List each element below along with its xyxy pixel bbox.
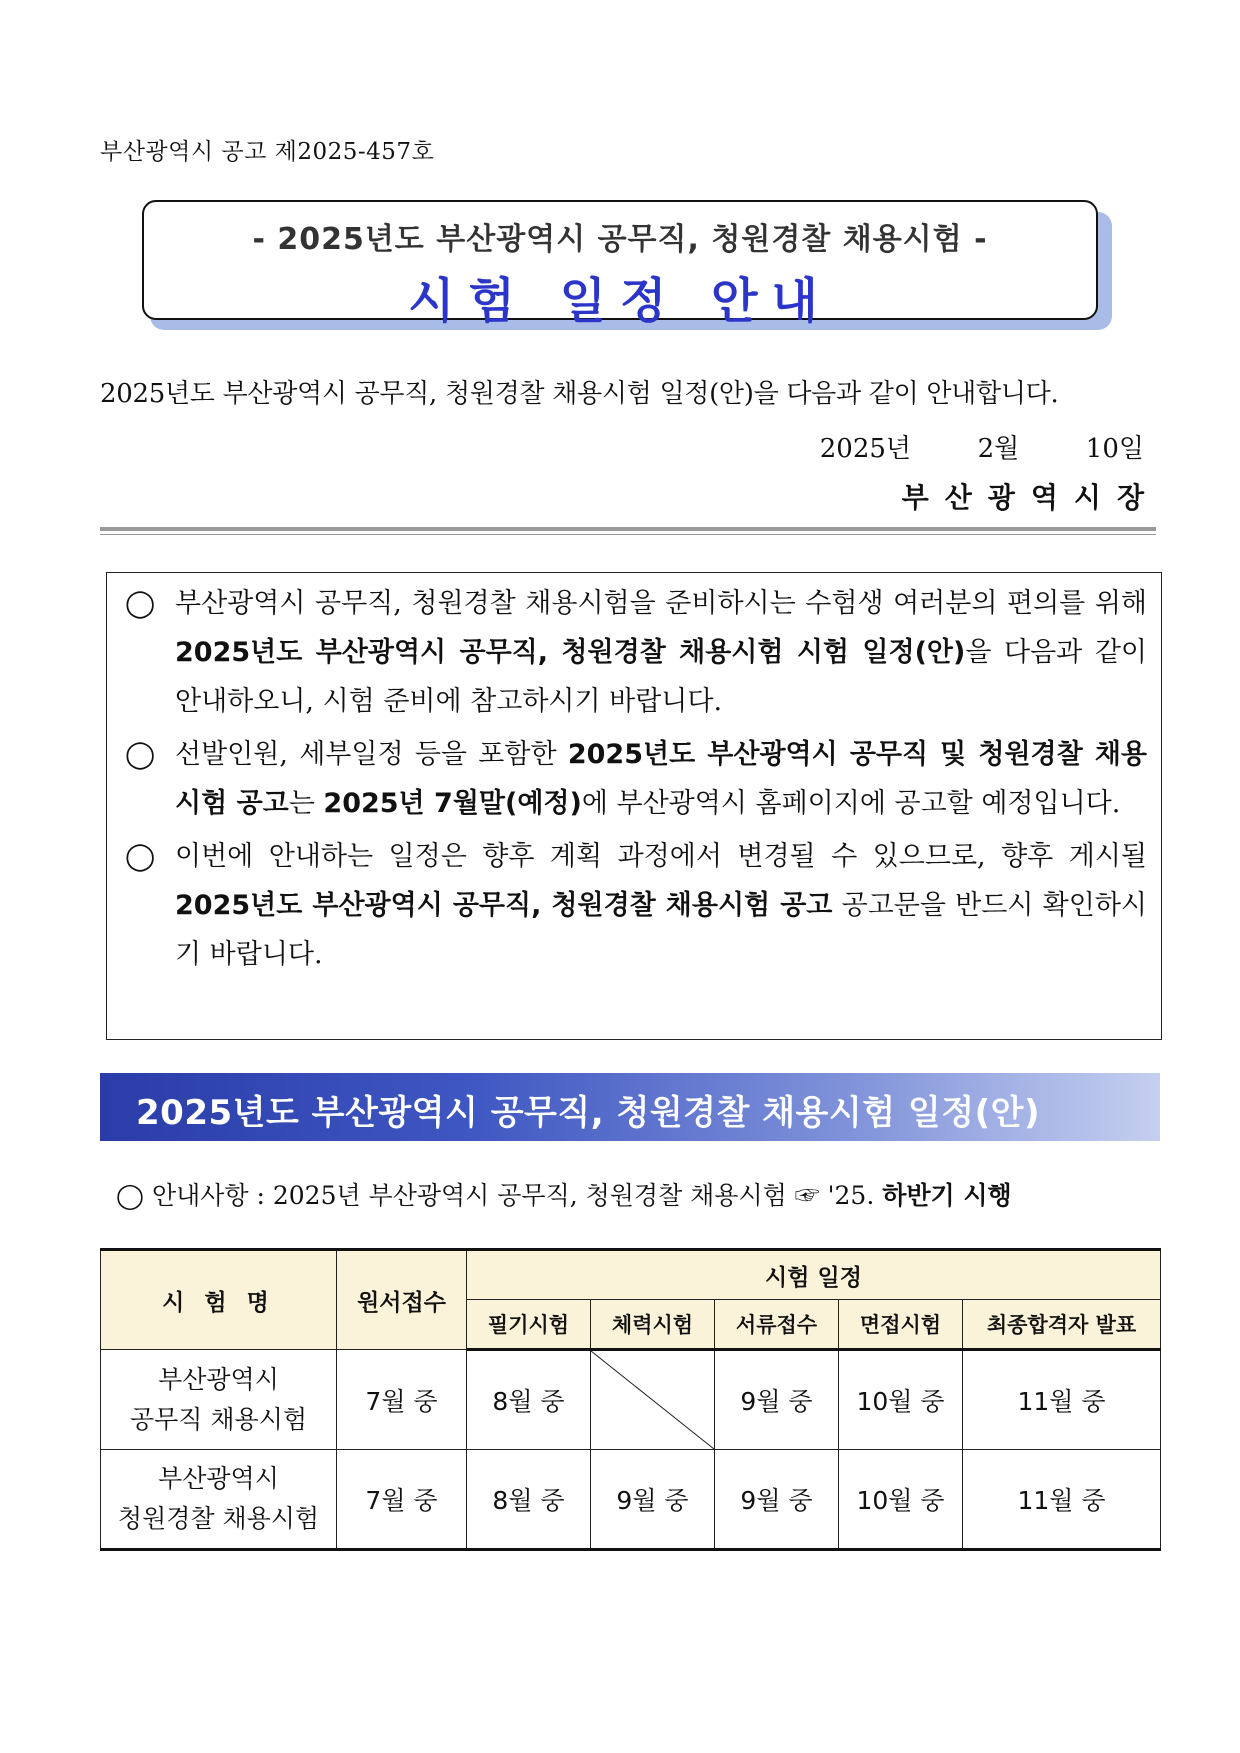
documents-cell: 9월 중 <box>715 1450 839 1550</box>
date-day: 10일 <box>1085 434 1144 464</box>
bullet-item <box>121 730 1147 828</box>
section-header <box>100 1073 1160 1141</box>
notice-date <box>820 428 1144 465</box>
exam-name-line: 부산광역시 <box>158 1364 279 1394</box>
circle-bullet-icon: ◯ <box>116 1181 144 1210</box>
title-main: 시험 일정 안내 <box>408 273 832 329</box>
circle-bullet-icon: ◯ <box>125 588 156 619</box>
circle-bullet-icon: ◯ <box>125 841 156 872</box>
header-physical-exam: 체력시험 <box>591 1300 715 1350</box>
bullet-item <box>121 579 1147 726</box>
date-year: 2025년 <box>819 434 912 464</box>
exam-name-line: 청원경찰 채용시험 <box>117 1504 320 1533</box>
title-box <box>142 200 1098 329</box>
bullet-bold-text: 2025년 7월말(예정) <box>323 788 582 819</box>
bullet-bold-text: 2025년도 부산광역시 공무직, 청원경찰 채용시험 시험 일정(안) <box>175 637 966 668</box>
bullet-text: 선발인원, 세부일정 등을 포함한 <box>175 739 568 770</box>
table-row <box>101 1350 1161 1450</box>
notice-number: 부산광역시 공고 제2025-457호 <box>100 139 435 165</box>
header-document-submission: 서류접수 <box>715 1300 839 1350</box>
header-exam-schedule: 시험 일정 <box>467 1250 1161 1300</box>
section-title: 2025년도 부산광역시 공무직, 청원경찰 채용시험 일정(안) <box>136 1093 1041 1133</box>
final-cell: 11월 중 <box>963 1350 1161 1450</box>
notice-bullets-box <box>106 572 1162 1040</box>
bullet-text: 에 부산광역시 홈페이지에 공고할 예정입니다. <box>581 788 1121 819</box>
bullet-text: 는 <box>288 788 324 819</box>
bullet-item <box>121 832 1147 979</box>
application-cell: 7월 중 <box>337 1350 467 1450</box>
header-written-exam: 필기시험 <box>467 1300 591 1350</box>
intro-text: 2025년도 부산광역시 공무직, 청원경찰 채용시험 일정(안)을 다음과 같이 안내합니다. <box>100 379 1059 409</box>
exam-name-cell <box>101 1350 337 1450</box>
date-month: 2월 <box>977 434 1020 464</box>
physical-cell: 9월 중 <box>591 1450 715 1550</box>
info-text: 안내사항 : 2025년 부산광역시 공무직, 청원경찰 채용시험 ☞ '25. <box>151 1181 883 1210</box>
info-line <box>116 1176 1012 1212</box>
header-exam-name: 시 험 명 <box>101 1250 337 1350</box>
bullet-bold-text: 2025년도 부산광역시 공무직, 청원경찰 채용시험 공고 <box>175 890 833 921</box>
header-final-announcement: 최종합격자 발표 <box>963 1300 1161 1350</box>
bullet-text: 공고문을 반드시 확인하시기 바랍니다. <box>175 890 1147 970</box>
diagonal-slash <box>591 1351 714 1449</box>
title-subtitle: - 2025년도 부산광역시 공무직, 청원경찰 채용시험 - <box>252 222 988 257</box>
table-row <box>101 1450 1161 1550</box>
final-cell: 11월 중 <box>963 1450 1161 1550</box>
exam-name-line: 부산광역시 <box>158 1464 279 1493</box>
divider <box>100 527 1156 531</box>
header-application: 원서접수 <box>337 1250 467 1350</box>
header-interview: 면접시험 <box>839 1300 963 1350</box>
bullet-bold-text: 2025년도 부산광역시 공무직 및 청원경찰 채용시험 공고 <box>175 739 1147 819</box>
exam-name-line: 공무직 채용시험 <box>130 1404 307 1434</box>
bullet-text: 을 다음과 같이 안내하오니, 시험 준비에 참고하시기 바랍니다. <box>175 637 1147 717</box>
bullet-text: 부산광역시 공무직, 청원경찰 채용시험을 준비하시는 수험생 여러분의 편의를 위해 <box>175 588 1147 619</box>
exam-name-cell <box>101 1450 337 1550</box>
physical-cell-not-applicable <box>591 1350 715 1450</box>
application-cell: 7월 중 <box>337 1450 467 1550</box>
info-bold-text: 하반기 시행 <box>882 1181 1012 1210</box>
written-cell: 8월 중 <box>467 1350 591 1450</box>
schedule-table <box>100 1248 1161 1551</box>
divider <box>100 534 1156 535</box>
written-cell: 8월 중 <box>467 1450 591 1550</box>
interview-cell: 10월 중 <box>839 1350 963 1450</box>
interview-cell: 10월 중 <box>839 1450 963 1550</box>
signer: 부산광역시장 <box>901 481 1160 514</box>
circle-bullet-icon: ◯ <box>125 739 156 770</box>
bullet-text: 이번에 안내하는 일정은 향후 계획 과정에서 변경될 수 있으므로, 향후 게시될 <box>175 841 1147 872</box>
documents-cell: 9월 중 <box>715 1350 839 1450</box>
